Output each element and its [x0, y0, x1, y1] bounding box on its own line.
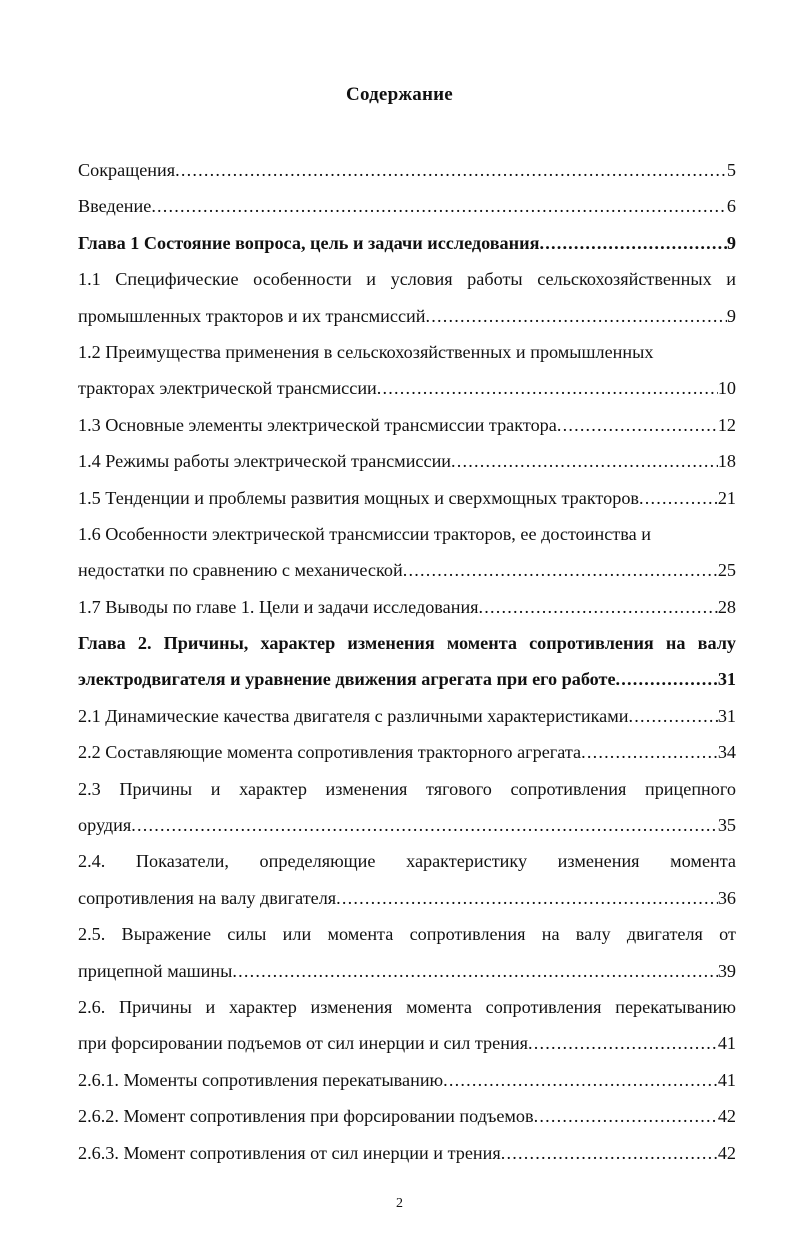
toc-entry — [78, 880, 736, 916]
toc-chapter-entry — [78, 661, 736, 697]
toc-entry — [78, 734, 736, 770]
toc-leader — [377, 370, 718, 406]
page-number: 2 — [396, 1196, 403, 1211]
toc-entry-text: орудия — [78, 815, 132, 836]
toc-leader — [443, 1062, 718, 1098]
toc-page-number: 35 — [717, 815, 736, 836]
toc-entry — [78, 1062, 736, 1098]
toc-entry-text: 2.2 Составляющие момента сопротивления тракторного агрегата — [78, 742, 582, 763]
toc-leader — [451, 443, 718, 479]
toc-page-number: 21 — [717, 487, 736, 508]
toc-entry-text: Введение — [78, 196, 152, 217]
toc-page-number: 34 — [717, 742, 736, 763]
toc-entry — [78, 370, 736, 406]
toc-page-number: 36 — [717, 887, 736, 908]
toc-entry — [78, 807, 736, 843]
toc-entry-text: недостатки по сравнению с механической — [78, 560, 403, 581]
toc-entry-text: электродвигателя и уравнение движения агрегата при его работе — [78, 669, 616, 690]
toc-entry-text: сопротивления на валу двигателя — [78, 887, 337, 908]
page-title: Содержание — [346, 84, 453, 105]
toc-page-number: 9 — [726, 232, 736, 253]
toc-entry-text: прицепной машины — [78, 960, 233, 981]
toc-page-number: 25 — [717, 560, 736, 581]
toc-entry-first-line: 1.2 Преимущества применения в сельскохозяйственных и промышленных — [78, 341, 654, 362]
toc-entry-text: тракторах электрической трансмиссии — [78, 378, 377, 399]
toc-entry — [78, 1135, 736, 1171]
toc-chapter-entry — [78, 225, 736, 261]
toc-leader — [639, 480, 718, 516]
toc-page-number: 31 — [717, 705, 736, 726]
toc-page-number: 18 — [717, 451, 736, 472]
toc-leader — [581, 734, 718, 770]
toc-entry-text: Сокращения — [78, 160, 176, 180]
toc-entry-text: 1.7 Выводы по главе 1. Цели и задачи исследования — [78, 596, 479, 617]
toc-page-number: 31 — [717, 669, 736, 690]
toc-entry — [78, 698, 736, 734]
toc-entry — [78, 552, 736, 588]
toc-entry-first-line: 2.3 Причины и характер изменения тягового сопротивления прицепного — [78, 778, 736, 799]
toc-entry — [78, 953, 736, 989]
toc-leader — [557, 407, 718, 443]
toc-entry-first-line: 2.5. Выражение силы или момента сопротивления на валу двигателя от — [78, 924, 736, 945]
toc-entry-text: 1.5 Тенденции и проблемы развития мощных и сверхмощных тракторов — [78, 487, 640, 508]
toc-leader — [628, 698, 717, 734]
toc-leader — [232, 953, 717, 989]
toc-entry — [78, 188, 736, 224]
toc-entry — [78, 1098, 736, 1134]
toc-leader — [426, 298, 727, 334]
toc-leader — [151, 188, 727, 224]
toc-page-number: 12 — [717, 414, 736, 435]
toc-page-number: 41 — [717, 1033, 736, 1054]
toc-entry-first-line: 2.4. Показатели, определяющие характеристику изменения момента — [78, 851, 736, 872]
toc-entry-first-line: 2.6. Причины и характер изменения момента сопротивления перекатыванию — [78, 996, 736, 1017]
toc-entry — [78, 298, 736, 334]
toc-entry — [78, 407, 736, 443]
toc-entry-text: при форсировании подъемов от сил инерции и сил трения — [78, 1033, 529, 1054]
toc-page-number: 6 — [726, 196, 736, 217]
toc-page-number: 39 — [717, 960, 736, 981]
toc-leader — [403, 552, 718, 588]
toc-page-number: 9 — [726, 305, 736, 326]
toc-chapter-first-line: Глава 2. Причины, характер изменения момента сопротивления на валу — [78, 633, 736, 654]
toc-leader — [479, 589, 718, 625]
toc-page-number: 5 — [726, 160, 736, 180]
toc-entry-text: 2.6.1. Моменты сопротивления перекатыванию — [78, 1069, 444, 1090]
toc-leader — [534, 1098, 718, 1134]
toc-page-number: 42 — [717, 1142, 736, 1163]
toc-page-number: 42 — [717, 1106, 736, 1127]
toc-entry-first-line: 1.1 Специфические особенности и условия работы сельскохозяйственных и — [78, 269, 736, 290]
toc-leader — [501, 1135, 718, 1171]
toc-entry — [78, 589, 736, 625]
toc-entry-text: 2.1 Динамические качества двигателя с различными характеристиками — [78, 705, 629, 726]
toc-entry — [78, 152, 736, 188]
toc-entry-text: 2.6.3. Момент сопротивления от сил инерции и трения — [78, 1142, 501, 1163]
table-of-contents — [78, 152, 736, 1171]
toc-entry — [78, 443, 736, 479]
toc-entry-text: 1.3 Основные элементы электрической трансмиссии трактора — [78, 414, 557, 435]
toc-page-number: 28 — [717, 596, 736, 617]
toc-page-number: 41 — [717, 1069, 736, 1090]
toc-entry-text: 2.6.2. Момент сопротивления при форсировании подъемов — [78, 1106, 534, 1127]
toc-entry — [78, 480, 736, 516]
toc-entry-text: 1.4 Режимы работы электрической трансмиссии — [78, 451, 452, 472]
toc-entry-text: промышленных тракторов и их трансмиссий — [78, 305, 426, 326]
toc-leader — [131, 807, 718, 843]
toc-leader — [539, 225, 726, 261]
toc-entry-text: Глава 1 Состояние вопроса, цель и задачи исследования — [78, 232, 540, 253]
toc-entry — [78, 1025, 736, 1061]
toc-leader — [175, 152, 727, 188]
toc-leader — [616, 661, 718, 697]
toc-leader — [528, 1025, 718, 1061]
toc-leader — [336, 880, 718, 916]
toc-page-number: 10 — [717, 378, 736, 399]
toc-entry-first-line: 1.6 Особенности электрической трансмиссии тракторов, ее достоинства и — [78, 523, 651, 544]
